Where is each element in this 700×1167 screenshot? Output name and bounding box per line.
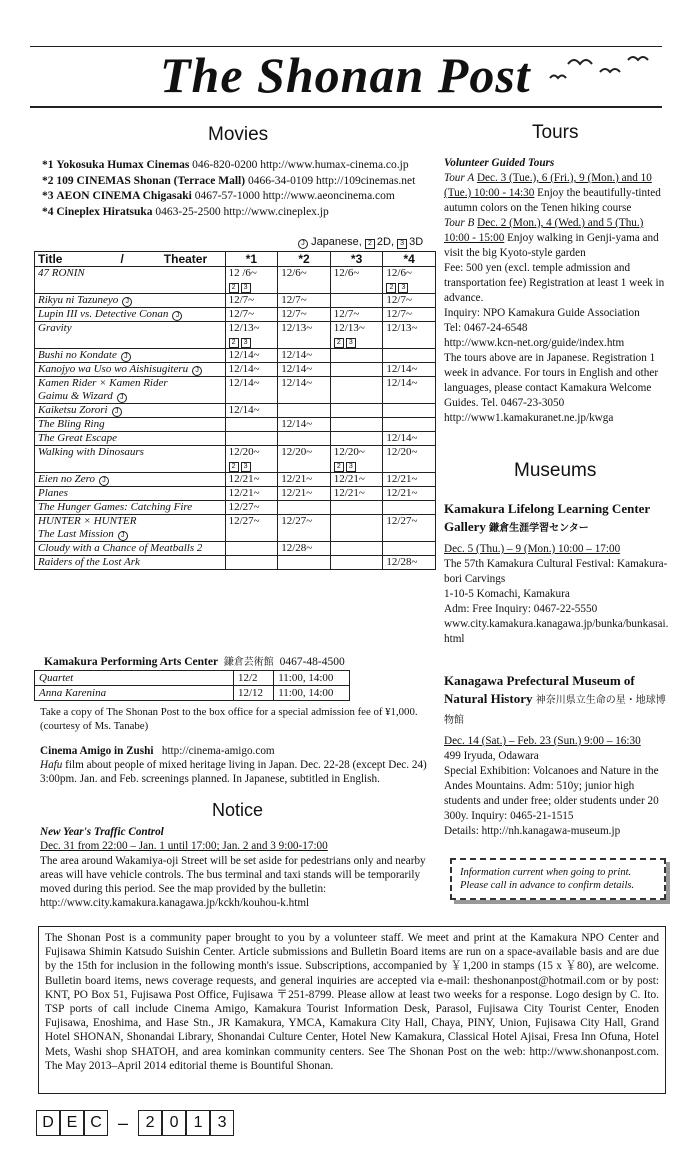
showing-date-cell: 12/7~ — [225, 294, 278, 308]
showing-date-cell: 12/21~ — [278, 487, 331, 501]
museum-natural-history: Kanagawa Prefectural Museum of Natural History 神奈川県立生命の星・地球博物館 Dec. 14 (Sat.) – Feb. 23 (Sun.) 9:00 – 16:30 499 Iryuda, Odawara Special Exhibition: Volcanoes and Nature in the Andes Mountains. Adm: 510y; junior high students and under free; older students under 20 300y. Inquiry: 0465-21-1515 Details: http://nh.kanagawa-museum.jp — [444, 673, 666, 837]
table-row — [35, 322, 436, 349]
showing-date-cell: 12/7~ — [383, 308, 436, 322]
showing-date-cell — [330, 377, 383, 404]
showing-date-cell: 12/6~ — [278, 267, 331, 294]
showing-date-cell: 12/20~ 2 3 — [225, 446, 278, 473]
header-title: Title / Theater — [35, 252, 226, 267]
movie-title-cell: Kanojyo wa Uso wo Aishisugiteru J — [35, 363, 226, 377]
showing-date-cell — [330, 556, 383, 570]
table-row — [35, 432, 436, 446]
movie-title-cell: Bushi no Kondate J — [35, 349, 226, 363]
showing-date-cell: 12/14~ — [225, 404, 278, 418]
showing-date-cell: 12/14~ — [278, 363, 331, 377]
showing-date-cell: 12/13~ 2 3 — [330, 322, 383, 349]
table-row — [35, 515, 436, 542]
showing-date-cell — [278, 501, 331, 515]
table-row — [35, 418, 436, 432]
table-row — [35, 501, 436, 515]
table-row — [35, 363, 436, 377]
showing-date-cell — [330, 363, 383, 377]
tours-body: Volunteer Guided Tours Tour A Dec. 3 (Tue.), 6 (Fri.), 9 (Mon.) and 10 (Tue.) 10:00 - 14:30 Enjoy the beautifully-tinted autumn colors on the Tenen hiking course Tour B Dec. 2 (Mon.), 4 (Wed.) and 5 (Thu.) 10:00 - 15:00 Enjoy walking in Genji-yama and visit the big Kyoto-style garden Fee: 500 yen (excl. temple admission and transportation fee) Registration at least 1 week in advance. Inquiry: NPO Kamakura Guide Association Tel: 0467-24-6548 http://www.kcn-net.org/guide/index.htm The tours above are in Japanese. Registration 1 week in advance. For tours in English and other languages, please contact Kamakura Welcome Guides. Tel. 0467-23-3050 http://www1.kamakuranet.ne.jp/kwga — [444, 157, 665, 424]
theater-item: *4 Cineplex Hiratsuka 0463-25-2500 http://www.cineplex.jp — [42, 205, 329, 218]
seagulls-icon — [548, 52, 668, 88]
format-markers: 2 3 — [334, 459, 380, 472]
japanese-marker-icon: J — [117, 393, 127, 403]
showing-date-cell: 12/7~ — [278, 308, 331, 322]
movie-title-cell: Raiders of the Lost Ark — [35, 556, 226, 570]
theater-item: *1 Yokosuka Humax Cinemas 046-820-0200 http://www.humax-cinema.co.jp — [42, 159, 409, 171]
format-markers: 2 3 — [334, 335, 380, 348]
showing-date-cell — [383, 501, 436, 515]
showing-date-cell: 12/6~ — [330, 267, 383, 294]
format-markers: 2 3 — [386, 280, 432, 293]
showing-date-cell — [278, 556, 331, 570]
movie-title-cell: Cloudy with a Chance of Meatballs 2 — [35, 542, 226, 556]
showing-date-cell: 12/27~ — [278, 515, 331, 542]
showing-date-cell: 12/7~ — [278, 294, 331, 308]
performance-table — [34, 670, 350, 701]
showing-date-cell: 12/14~ — [383, 363, 436, 377]
showing-date-cell: 12/7~ — [330, 308, 383, 322]
theater-list — [42, 158, 442, 220]
showing-date-cell — [330, 515, 383, 542]
showing-date-cell: 12/20~ — [383, 446, 436, 473]
showing-date-cell — [278, 404, 331, 418]
showing-date-cell — [330, 404, 383, 418]
showing-date-cell: 12/13~ — [278, 322, 331, 349]
showing-date-cell — [330, 418, 383, 432]
header-c2: *2 — [278, 252, 331, 267]
japanese-marker-icon: J — [118, 531, 128, 541]
notice-body: New Year's Traffic Control Dec. 31 from 22:00 – Jan. 1 until 17:00; Jan. 2 and 3 9:00-17:00 The area around Wakamiya-oji Street will be set aside for pedestrians only and nearby areas will have vehicle controls. The bus terminal and taxi stands will be temporarily moved during this period. See the map provided by the bulletin: http://www.city.kamakura.kanagawa.jp/kckh/kouhou-k.html — [40, 826, 426, 910]
showing-date-cell — [383, 418, 436, 432]
header-c4: *4 — [383, 252, 436, 267]
movie-title-cell: Kamen Rider × Kamen Rider Gaimu & Wizard J — [35, 377, 226, 404]
movie-title-cell: Gravity — [35, 322, 226, 349]
showing-date-cell — [383, 349, 436, 363]
japanese-marker-icon: J — [112, 407, 122, 417]
movies-heading: Movies — [208, 124, 269, 145]
japanese-marker-icon: J — [192, 366, 202, 376]
table-row — [35, 487, 436, 501]
japanese-marker-icon: J — [121, 352, 131, 362]
showing-date-cell: 12/6~ 2 3 — [383, 267, 436, 294]
table-row — [35, 404, 436, 418]
theater-item: *3 AEON CINEMA Chigasaki 0467-57-1000 http://www.aeoncinema.com — [42, 190, 395, 202]
showing-date-cell: 12/13~ — [383, 322, 436, 349]
info-box: Information current when going to print. Please call in advance to confirm details. — [450, 858, 666, 900]
movie-title-cell: Rikyu ni Tazuneyo J — [35, 294, 226, 308]
japanese-marker-icon: J — [99, 476, 109, 486]
showing-date-cell — [278, 432, 331, 446]
movie-title-cell: Eien no Zero J — [35, 473, 226, 487]
showing-date-cell: 12/21~ — [278, 473, 331, 487]
japanese-marker-icon: J — [122, 297, 132, 307]
showing-date-cell: 12/21~ — [383, 487, 436, 501]
showing-date-cell — [330, 294, 383, 308]
showing-date-cell — [383, 542, 436, 556]
showing-date-cell: 12/20~ 2 3 — [330, 446, 383, 473]
table-row — [35, 349, 436, 363]
movie-title-cell: The Great Escape — [35, 432, 226, 446]
showing-date-cell — [383, 404, 436, 418]
showing-date-cell: 12/21~ — [383, 473, 436, 487]
movie-title-cell: Lupin III vs. Detective Conan J — [35, 308, 226, 322]
showing-date-cell: 12/21~ — [330, 487, 383, 501]
theater-item: *2 109 CINEMAS Shonan (Terrace Mall) 0466-34-0109 http://109cinemas.net — [42, 174, 416, 187]
cinema-amigo: Cinema Amigo in Zushi http://cinema-amigo.com Hafu film about people of mixed heritage living in Japan. Dec. 22-28 (except Dec. 24) 3:00pm. Jan. and Feb. screenings planned. In Japanese, subtitled in English. — [40, 745, 427, 785]
header-c1: *1 — [225, 252, 278, 267]
table-header-row — [35, 252, 436, 267]
table-row — [35, 267, 436, 294]
showing-date-cell — [225, 556, 278, 570]
showing-date-cell: 12/27~ — [225, 515, 278, 542]
showing-date-cell: 12/20~ — [278, 446, 331, 473]
showing-date-cell: 12/14~ — [278, 418, 331, 432]
showing-date-cell: 12/21~ — [225, 473, 278, 487]
footer-box — [38, 926, 666, 1094]
showing-date-cell — [225, 432, 278, 446]
showing-date-cell: 12/21~ — [225, 487, 278, 501]
table-row: Quartet 12/2 11:00, 14:00 — [35, 671, 350, 686]
table-row — [35, 377, 436, 404]
movie-title-cell: Planes — [35, 487, 226, 501]
format-markers: 2 3 — [229, 335, 275, 348]
format-markers: 2 3 — [229, 459, 275, 472]
format-legend: J Japanese, 2 2D, 3 3D — [298, 236, 423, 249]
showing-date-cell: 12/13~ 2 3 — [225, 322, 278, 349]
museums-heading: Museums — [514, 460, 597, 481]
showing-date-cell: 12/14~ — [383, 432, 436, 446]
showing-date-cell: 12/14~ — [225, 349, 278, 363]
movie-title-cell: Walking with Dinosaurs — [35, 446, 226, 473]
showing-date-cell: 12/14~ — [278, 349, 331, 363]
showing-date-cell: 12/14~ — [383, 377, 436, 404]
header-c3: *3 — [330, 252, 383, 267]
movie-table — [34, 251, 436, 570]
showing-date-cell: 12/21~ — [330, 473, 383, 487]
showing-date-cell — [330, 501, 383, 515]
showing-date-cell: 12/14~ — [278, 377, 331, 404]
movie-title-cell: 47 RONIN — [35, 267, 226, 294]
kamakura-arts-center: Kamakura Performing Arts Center 鎌倉芸術館 0467-48-4500 — [44, 656, 345, 668]
showing-date-cell — [225, 542, 278, 556]
showing-date-cell: 12 /6~ 2 3 — [225, 267, 278, 294]
showing-date-cell — [330, 432, 383, 446]
showing-date-cell — [330, 349, 383, 363]
movie-title-cell: Kaiketsu Zorori J — [35, 404, 226, 418]
japanese-marker-icon: J — [172, 311, 182, 321]
masthead-title: The Shonan Post — [160, 47, 531, 103]
tours-heading: Tours — [532, 122, 579, 143]
table-row — [35, 556, 436, 570]
table-row — [35, 308, 436, 322]
movie-title-cell: HUNTER × HUNTER The Last Mission J — [35, 515, 226, 542]
issue-date: D E C – 2 0 1 3 — [36, 1110, 234, 1136]
table-row — [35, 473, 436, 487]
notice-heading: Notice — [212, 800, 264, 820]
movie-title-cell: The Bling Ring — [35, 418, 226, 432]
table-row: Anna Karenina 12/12 11:00, 14:00 — [35, 686, 350, 701]
showing-date-cell: 12/27~ — [225, 501, 278, 515]
masthead-rule — [30, 106, 662, 108]
format-markers: 2 3 — [229, 280, 275, 293]
footer-text: The Shonan Post is a community paper brought to you by a volunteer staff. We meet and print at the Kamakura NPO Center and Fujisawa Shimin Katsudo Suishin Center. Article submissions and Bulletin Board items are run on a space-available basis and are due by the 15th for inclusion in the following month's issue. Subscriptions, accompanied by ￥1,200 in stamps (15 x ￥80), are welcome. Bulletin board items, news coverage requests, and general inquiries are accepted via e-mail: theshonanpost@hotmail.com or by post: KNT, PO Box 51, Fujisawa Post Office, Fujisawa 〒251-8799. Please allow at least two weeks for a response. Logo design by C. Ito. TSP ports of call include Cinema Amigo, Kamakura Tourist Information Desk, Parasol, Fujisawa City Tourist Center, Enoden Fujisawa, Enoshima, and Hase Stn., JR Kamakura, YMCA, Kamakura City Hall, Chaya, PINY, Union, Fujisawa City Hall, Grand Hotel SHONAN, Shonandai Library, Shonandai Culture Center, Hotel New Kamakura, Classical Hotel Ajisai, Fresa Inn Ofuna, Hotel Mets, Washi shop SHATOH, and area kominkan community centers. See The Shonan Post on the web: http://www.shonanpost.com. The May 2013–April 2014 editorial theme is Bountiful Shonan. — [45, 932, 659, 1072]
showing-date-cell: 12/14~ — [225, 363, 278, 377]
showing-date-cell: 12/27~ — [383, 515, 436, 542]
showing-date-cell: 12/28~ — [383, 556, 436, 570]
museum-lifelong: Kamakura Lifelong Learning Center Gallery 鎌倉生涯学習センター Dec. 5 (Thu.) – 9 (Mon.) 10:00 – 17:00 The 57th Kamakura Cultural Festival: Kamakura-bori Carvings 1-10-5 Komachi, Kamakura Adm: Free Inquiry: 0467-22-5550 www.city.kamakura.kanagawa.jp/bunka/bunkasai.html — [444, 501, 669, 645]
showing-date-cell: 12/28~ — [278, 542, 331, 556]
showing-date-cell: 12/7~ — [225, 308, 278, 322]
movie-title-cell: The Hunger Games: Catching Fire — [35, 501, 226, 515]
showing-date-cell — [330, 542, 383, 556]
table-row — [35, 542, 436, 556]
table-row — [35, 446, 436, 473]
copy-note: Take a copy of The Shonan Post to the box office for a special admission fee of ¥1,000. (courtesy of Ms. Tanabe) — [40, 706, 418, 732]
showing-date-cell — [225, 418, 278, 432]
showing-date-cell: 12/14~ — [225, 377, 278, 404]
showing-date-cell: 12/7~ — [383, 294, 436, 308]
table-row — [35, 294, 436, 308]
